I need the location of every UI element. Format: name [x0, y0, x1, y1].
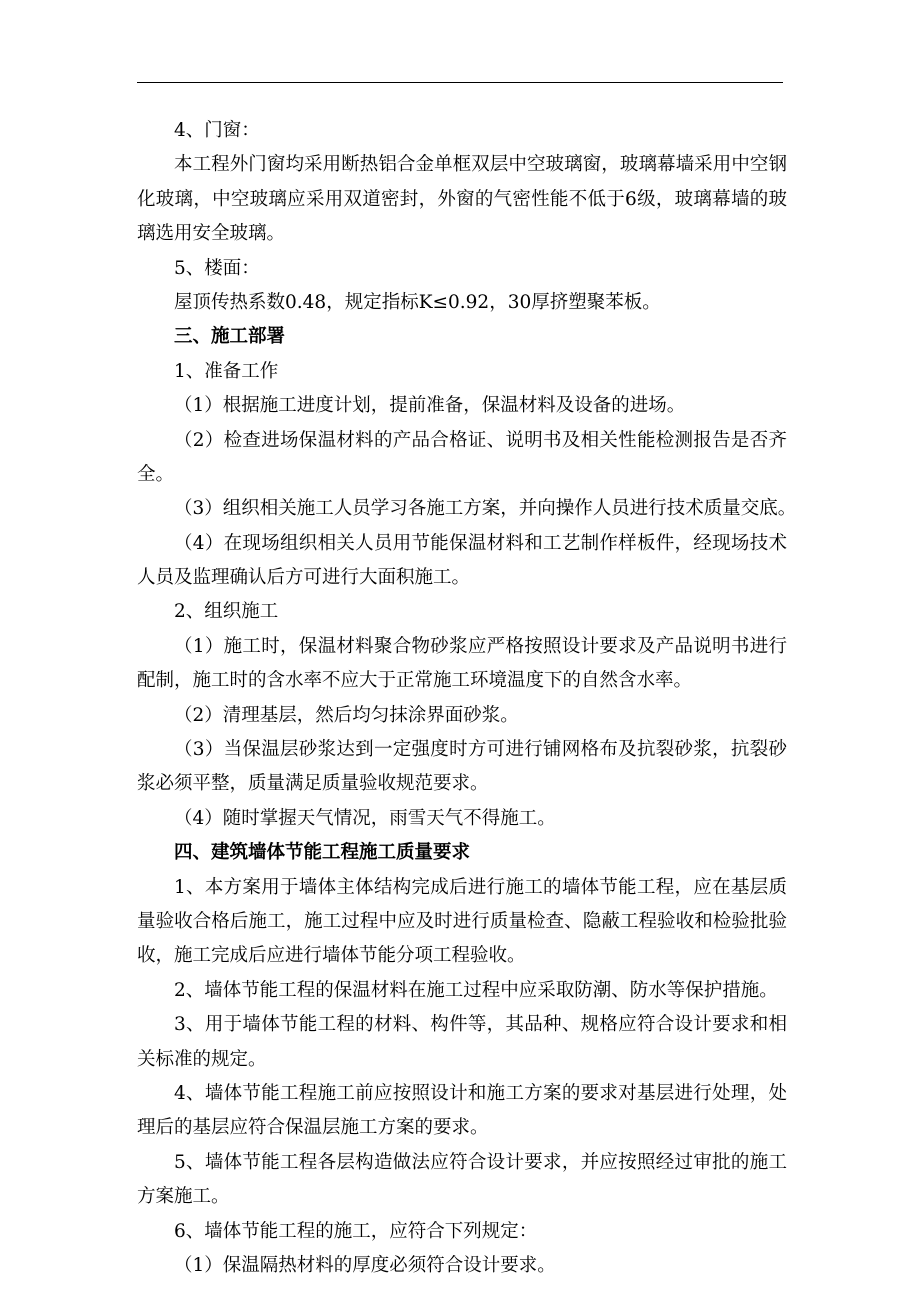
text-line: （1）施工时，保温材料聚合物砂浆应严格按照设计要求及产品说明书进行: [174, 635, 787, 657]
text-line: （1）保温隔热材料的厚度必须符合设计要求。: [174, 1254, 556, 1276]
text-line: 4、墙体节能工程施工前应按照设计和施工方案的要求对基层进行处理，处: [174, 1082, 787, 1104]
text-line: （2）检查进场保温材料的产品合格证、说明书及相关性能检测报告是否齐: [174, 429, 787, 451]
text-line: 璃选用安全玻璃。: [137, 223, 286, 245]
text-line: （1）根据施工进度计划，提前准备，保温材料及设备的进场。: [174, 395, 686, 417]
text-line: 4、门窗：: [174, 120, 260, 141]
text-line: 3、用于墙体节能工程的材料、构件等，其品种、规格应符合设计要求和相: [174, 1014, 787, 1036]
text-line: 关标准的规定。: [137, 1048, 267, 1070]
text-line: 5、墙体节能工程各层构造做法应符合设计要求，并应按照经过审批的施工: [174, 1151, 787, 1173]
text-line: 浆必须平整，质量满足质量验收规范要求。: [137, 773, 489, 795]
document-body: [137, 114, 797, 1283]
text-line: 化玻璃，中空玻璃应采用双道密封，外窗的气密性能不低于6级，玻璃幕墙的玻: [137, 188, 787, 210]
text-line: （3）组织相关施工人员学习各施工方案，并向操作人员进行技术质量交底。: [174, 498, 797, 520]
text-line: 1、准备工作: [174, 360, 279, 382]
text-line: 理后的基层应符合保温层施工方案的要求。: [137, 1117, 489, 1139]
header-rule: [137, 82, 783, 83]
text-line: 量验收合格后施工，施工过程中应及时进行质量检查、隐蔽工程验收和检验批验: [137, 910, 787, 932]
text-line: 2、墙体节能工程的保温材料在施工过程中应采取防潮、防水等保护措施。: [174, 979, 778, 1001]
text-line: 6、墙体节能工程的施工，应符合下列规定：: [174, 1220, 538, 1242]
text-line: 人员及监理确认后方可进行大面积施工。: [137, 567, 471, 589]
text-line: 1、本方案用于墙体主体结构完成后进行施工的墙体节能工程，应在基层质: [174, 876, 787, 898]
text-line: 屋顶传热系数0.48，规定指标K≤0.92，30厚挤塑聚苯板。: [174, 291, 661, 313]
text-line: （3）当保温层砂浆达到一定强度时方可进行铺网格布及抗裂砂浆，抗裂砂: [174, 739, 787, 761]
text-line: （4）随时掌握天气情况，雨雪天气不得施工。: [174, 807, 556, 829]
text-line: （4）在现场组织相关人员用节能保温材料和工艺制作样板件，经现场技术: [174, 532, 787, 554]
text-line: 配制，施工时的含水率不应大于正常施工环境温度下的自然含水率。: [137, 670, 693, 692]
text-line: （2）清理基层，然后均匀抹涂界面砂浆。: [174, 704, 519, 726]
text-line: 全。: [137, 463, 175, 485]
text-line: 本工程外门窗均采用断热铝合金单框双层中空玻璃窗，玻璃幕墙采用中空钢: [174, 154, 787, 176]
text-line: 收，施工完成后应进行墙体节能分项工程验收。: [137, 945, 526, 967]
section-heading: 三、施工部署: [174, 326, 286, 348]
text-line: 2、组织施工: [174, 601, 279, 623]
text-line: 5、楼面：: [174, 257, 260, 279]
section-heading: 四、建筑墙体节能工程施工质量要求: [174, 842, 471, 864]
text-line: 方案施工。: [137, 1186, 230, 1208]
